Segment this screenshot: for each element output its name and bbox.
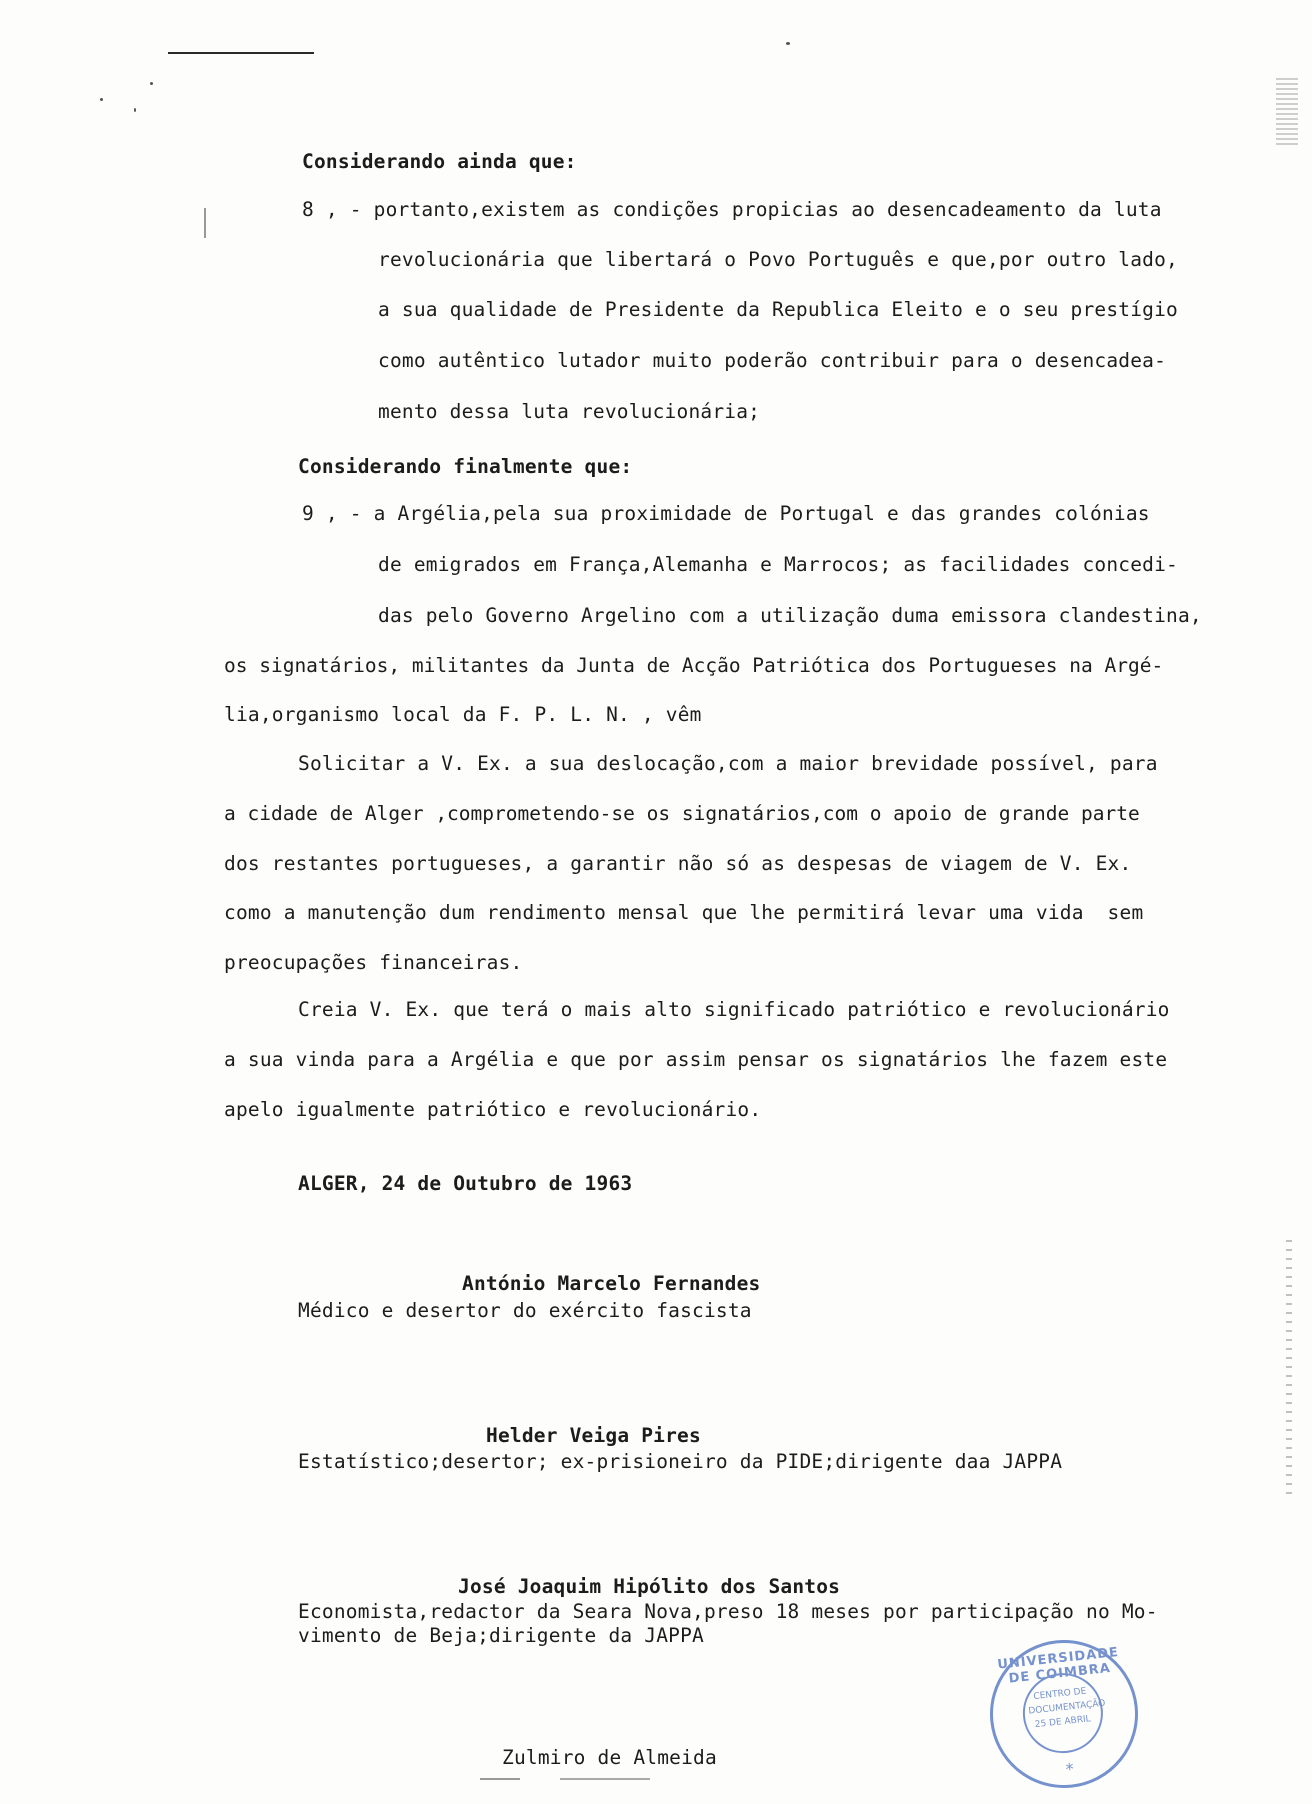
signatory-name: Zulmiro de Almeida <box>502 1746 717 1769</box>
speck <box>134 108 136 112</box>
top-rule <box>168 52 314 54</box>
stamp-text: DOCUMENTAÇÃO <box>1028 1698 1106 1717</box>
archive-stamp <box>983 1633 1146 1796</box>
speck <box>100 98 103 101</box>
signatory-description: Economista,redactor da Seara Nova,preso 18 meses por participação no Mo- <box>298 1600 1158 1623</box>
signatory-name: Helder Veiga Pires <box>486 1424 701 1447</box>
text-line: lia,organismo local da F. P. L. N. , vêm <box>224 703 702 726</box>
text-line: a sua qualidade de Presidente da Republica Eleito e o seu prestígio <box>378 298 1178 321</box>
text-line: revolucionária que libertará o Povo Português e que,por outro lado, <box>378 248 1178 271</box>
scan-edge-noise <box>1286 1240 1292 1500</box>
speck <box>480 1778 520 1780</box>
signatory-description: vimento de Beja;dirigente da JAPPA <box>298 1624 704 1647</box>
text-line: Considerando finalmente que: <box>298 455 633 478</box>
text-line: mento dessa luta revolucionária; <box>378 400 761 423</box>
text-line: como autêntico lutador muito poderão contribuir para o desencadea- <box>378 349 1167 372</box>
date-line: ALGER, 24 de Outubro de 1963 <box>298 1172 633 1195</box>
text-line: 9 , - a Argélia,pela sua proximidade de Portugal e das grandes colónias <box>302 502 1150 525</box>
stamp-text: 25 DE ABRIL <box>1034 1714 1092 1731</box>
text-line: Solicitar a V. Ex. a sua deslocação,com a maior brevidade possível, para <box>298 752 1158 775</box>
stamp-text: CENTRO DE <box>1033 1686 1087 1703</box>
text-line: Considerando ainda que: <box>302 150 577 173</box>
star-icon: * <box>1064 1759 1075 1780</box>
text-line: de emigrados em França,Alemanha e Marrocos; as facilidades concedi- <box>378 553 1178 576</box>
speck <box>560 1778 650 1780</box>
text-line: preocupações financeiras. <box>224 951 523 974</box>
stamp-name: UNIVERSIDADE DE COIMBRA <box>996 1644 1120 1687</box>
text-line: a sua vinda para a Argélia e que por assim pensar os signatários lhe fazem este <box>224 1048 1168 1071</box>
scan-edge-noise <box>1276 78 1298 148</box>
text-line: como a manutenção dum rendimento mensal que lhe permitirá levar uma vida sem <box>224 901 1144 924</box>
text-line: apelo igualmente patriótico e revolucionário. <box>224 1098 762 1121</box>
text-line: 8 , - portanto,existem as condições propicias ao desencadeamento da luta <box>302 198 1162 221</box>
text-line: dos restantes portugueses, a garantir não só as despesas de viagem de V. Ex. <box>224 852 1132 875</box>
text-line: os signatários, militantes da Junta de Acção Patriótica dos Portugueses na Argé- <box>224 654 1164 677</box>
text-line: a cidade de Alger ,comprometendo-se os signatários,com o apoio de grande parte <box>224 802 1140 825</box>
signatory-name: José Joaquim Hipólito dos Santos <box>458 1575 841 1598</box>
signatory-description: Estatístico;desertor; ex-prisioneiro da PIDE;dirigente daa JAPPA <box>298 1450 1063 1473</box>
speck <box>150 82 153 85</box>
text-line: das pelo Governo Argelino com a utilização duma emissora clandestina, <box>378 604 1202 627</box>
speck <box>204 208 206 238</box>
signatory-description: Médico e desertor do exército fascista <box>298 1299 752 1322</box>
text-line: Creia V. Ex. que terá o mais alto significado patriótico e revolucionário <box>298 998 1170 1021</box>
signatory-name: António Marcelo Fernandes <box>462 1272 761 1295</box>
speck <box>786 42 790 45</box>
